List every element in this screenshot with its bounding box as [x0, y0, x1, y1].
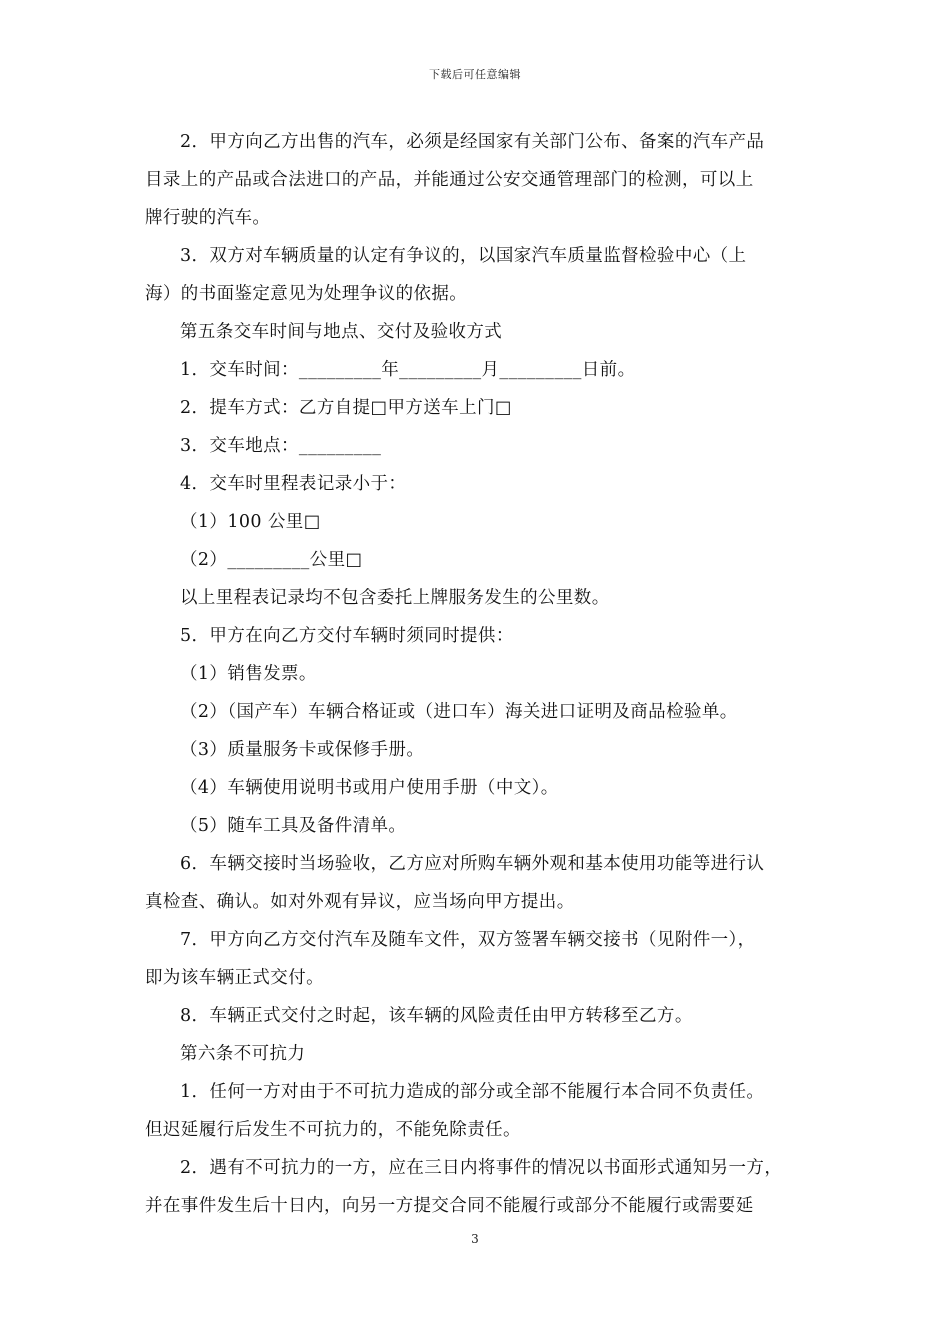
text-line: 7．甲方向乙方交付汽车及随车文件，双方签署车辆交接书（见附件一）， — [180, 930, 756, 950]
text-line: 2．提车方式：乙方自提□甲方送车上门□ — [180, 398, 512, 418]
document-body — [145, 123, 815, 1225]
text-line: 8．车辆正式交付之时起，该车辆的风险责任由甲方转移至乙方。 — [180, 1006, 693, 1026]
text-line: （5）随车工具及备件清单。 — [180, 816, 407, 836]
text-line: 4．交车时里程表记录小于： — [180, 474, 407, 494]
text-line: 即为该车辆正式交付。 — [145, 968, 324, 988]
text-line: 1．交车时间：_________年_________月_________日前。 — [180, 360, 636, 380]
text-line: 以上里程表记录均不包含委托上牌服务发生的公里数。 — [180, 588, 610, 608]
text-line: （3）质量服务卡或保修手册。 — [180, 740, 425, 760]
text-line: 牌行驶的汽车。 — [145, 208, 271, 228]
text-line: 目录上的产品或合法进口的产品，并能通过公安交通管理部门的检测，可以上 — [145, 170, 754, 190]
text-line: 5．甲方在向乙方交付车辆时须同时提供： — [180, 626, 514, 646]
text-line: （2）（国产车）车辆合格证或（进口车）海关进口证明及商品检验单。 — [180, 702, 738, 722]
text-line: 2．遇有不可抗力的一方，应在三日内将事件的情况以书面形式通知另一方， — [180, 1158, 783, 1178]
page-number: 3 — [471, 1232, 479, 1246]
text-line: （1）100 公里□ — [180, 512, 321, 532]
text-line: 1．任何一方对由于不可抗力造成的部分或全部不能履行本合同不负责任。 — [180, 1082, 765, 1102]
text-line: 2．甲方向乙方出售的汽车，必须是经国家有关部门公布、备案的汽车产品 — [180, 132, 765, 152]
text-line: 真检查、确认。如对外观有异议，应当场向甲方提出。 — [145, 892, 575, 912]
page-header: 下载后可任意编辑 — [429, 68, 521, 81]
text-line: 3．双方对车辆质量的认定有争议的，以国家汽车质量监督检验中心（上 — [180, 246, 747, 266]
text-line: 第六条不可抗力 — [180, 1044, 306, 1064]
text-line: 海）的书面鉴定意见为处理争议的依据。 — [145, 284, 468, 304]
text-line: 3．交车地点：_________ — [180, 436, 382, 456]
text-line: （2）_________公里□ — [180, 550, 363, 570]
text-line: 第五条交车时间与地点、交付及验收方式 — [180, 322, 503, 342]
text-line: 6．车辆交接时当场验收，乙方应对所购车辆外观和基本使用功能等进行认 — [180, 854, 765, 874]
text-line: 并在事件发生后十日内，向另一方提交合同不能履行或部分不能履行或需要延 — [145, 1196, 754, 1216]
text-line: （1）销售发票。 — [180, 664, 317, 684]
text-line: 但迟延履行后发生不可抗力的，不能免除责任。 — [145, 1120, 521, 1140]
text-line: （4）车辆使用说明书或用户使用手册（中文）。 — [180, 778, 559, 798]
